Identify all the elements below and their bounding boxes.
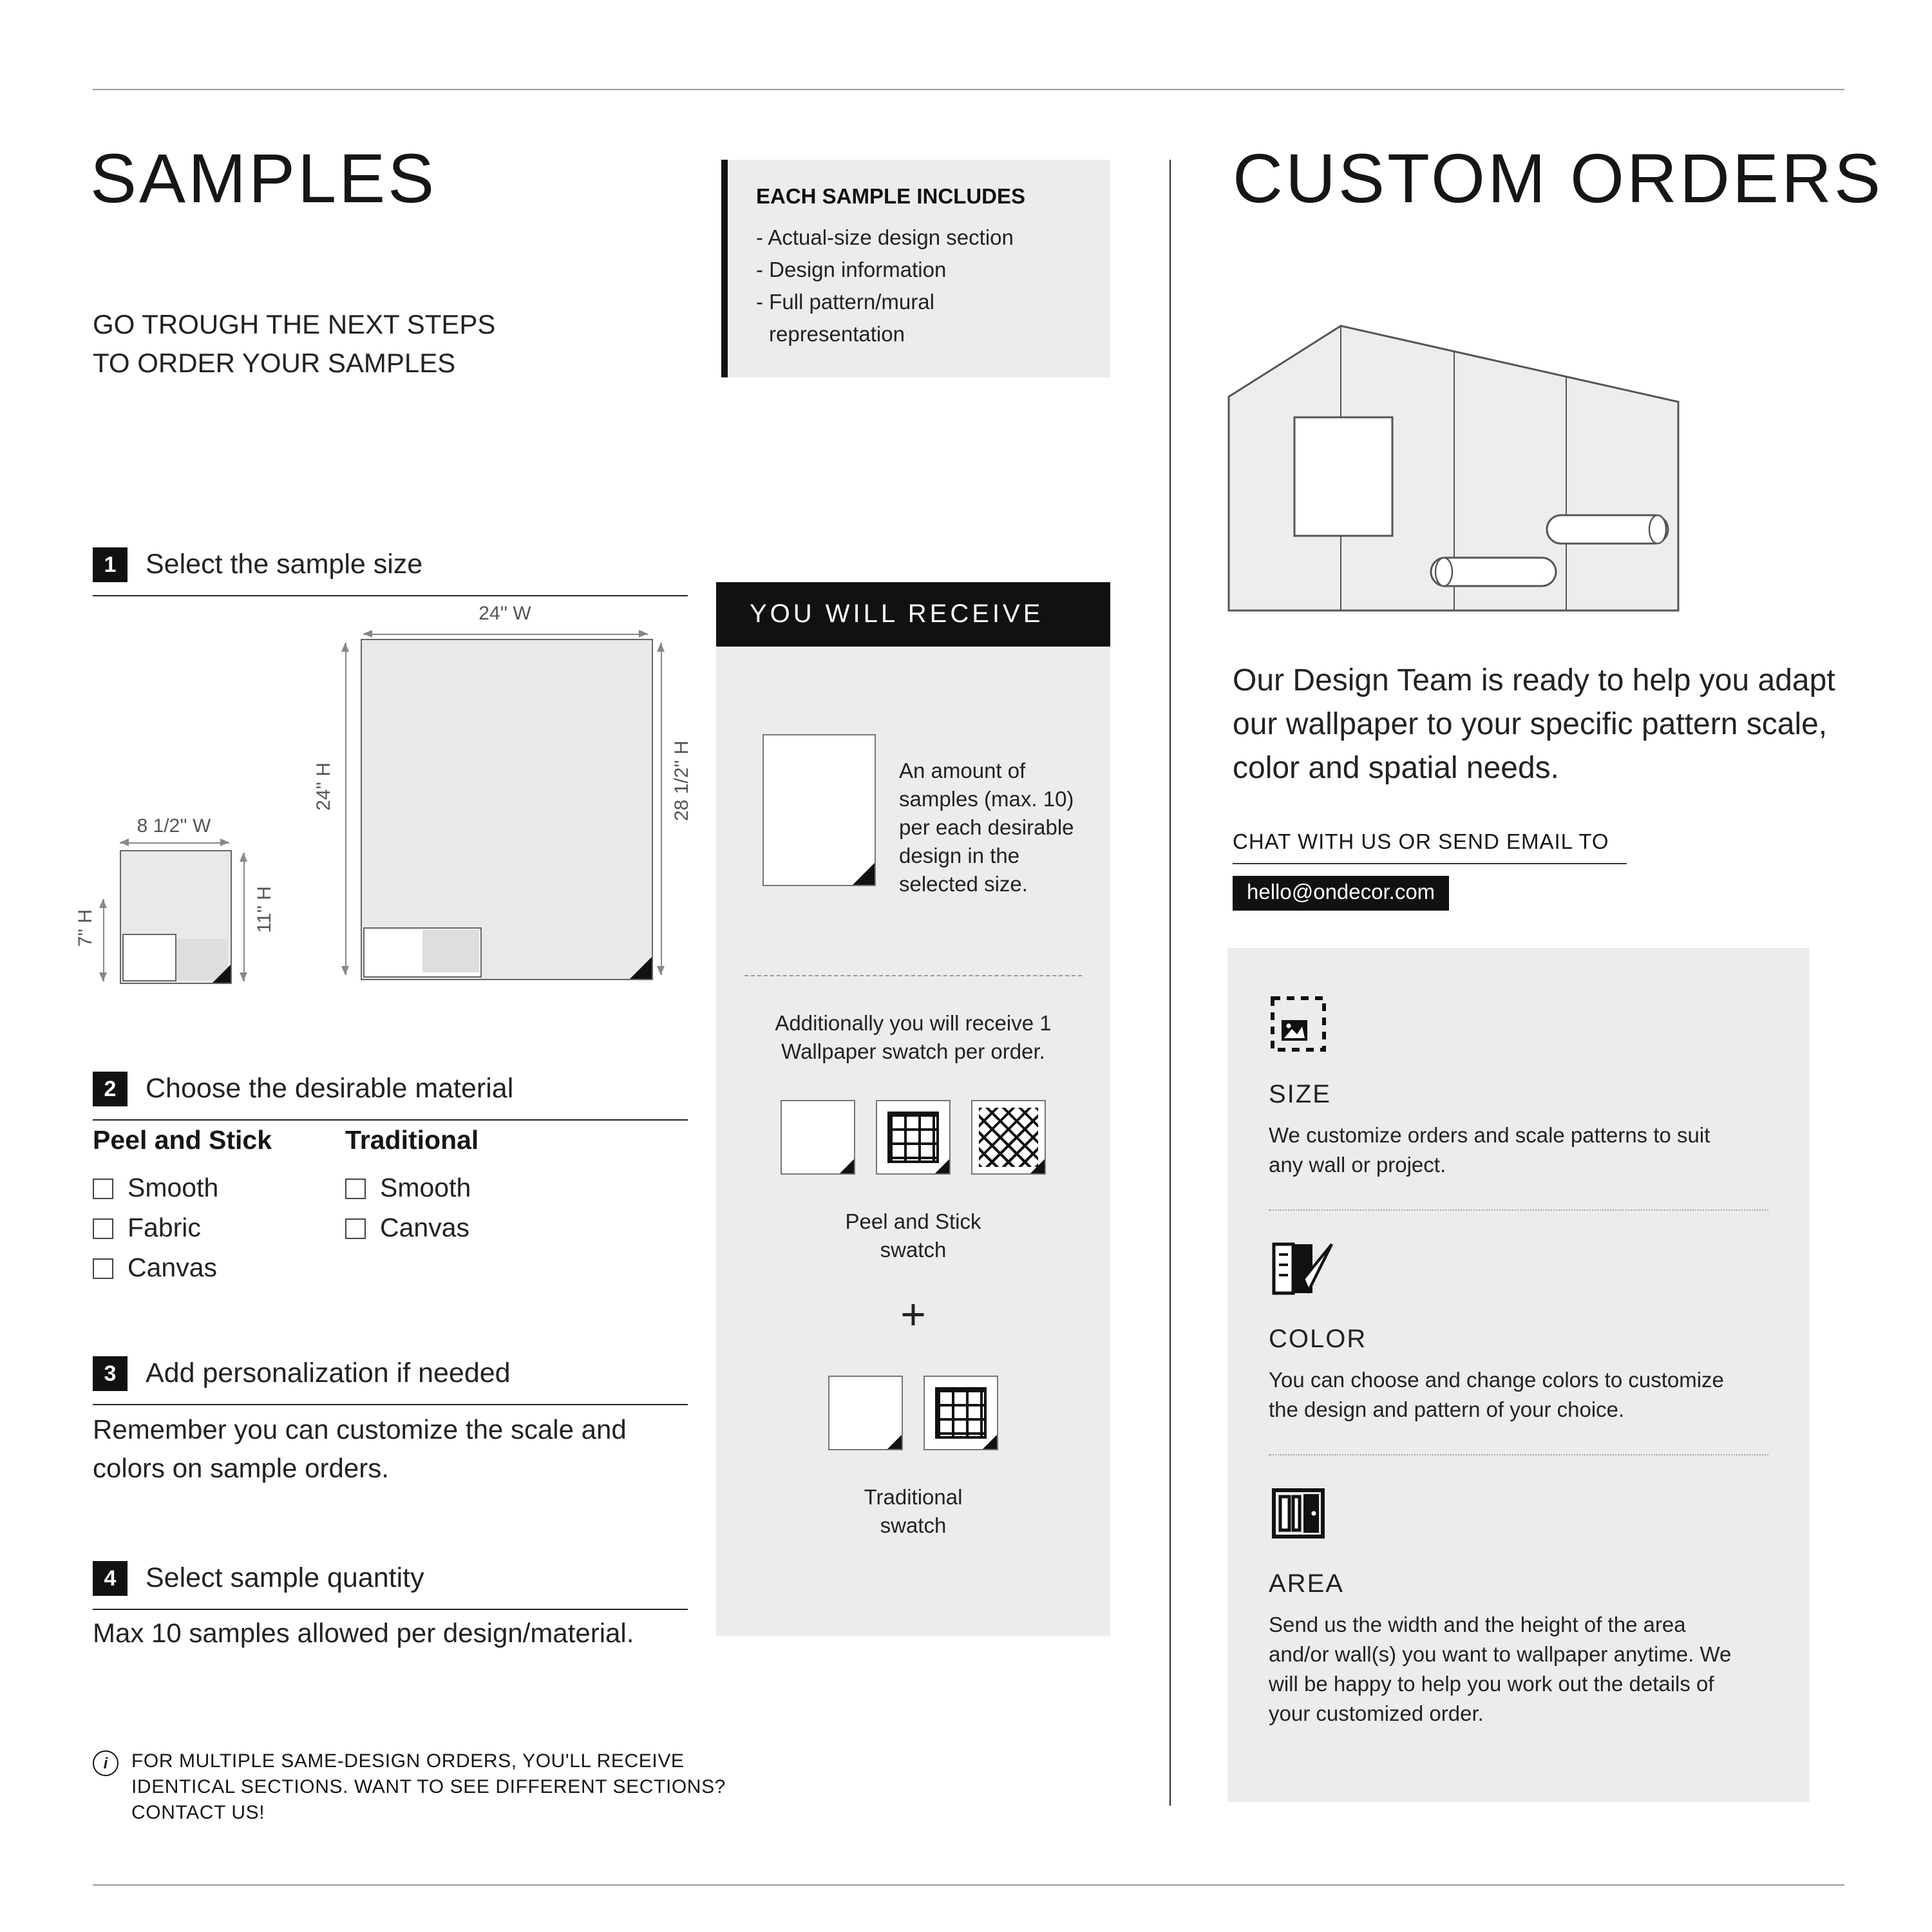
samples-intro-line1: GO TROUGH THE NEXT STEPS [93,310,496,340]
material-option-peel-fabric[interactable] [93,1208,272,1248]
step-1-label: Select the sample size [146,549,423,580]
personalization-note: Remember you can customize the scale and colors on sample orders. [93,1416,627,1484]
step-1-number-badge: 1 [93,547,128,582]
small-sheet-left-height-arrow [103,899,104,981]
includes-item: - Design information [756,259,947,282]
includes-item: - Actual-size design section [756,227,1014,250]
material-peel-column [93,1126,272,1288]
feature-divider [1269,1454,1768,1455]
contact-label: CHAT WITH US OR SEND EMAIL TO [1233,831,1627,864]
small-sheet-left-height-label: 7'' H [75,909,97,947]
includes-title: EACH SAMPLE INCLUDES [756,185,1026,209]
grid-swatch-icon [923,1376,998,1450]
material-option-label: Canvas [380,1213,470,1243]
checkbox-icon[interactable] [345,1218,366,1238]
material-option-peel-smooth[interactable] [93,1168,272,1208]
custom-orders-intro: Our Design Team is ready to help you adapt our wallpaper to your specific pattern scale, color and spatial needs. [1233,663,1835,786]
feature-area [1269,1484,1768,1730]
step-2-label: Choose the desirable material [146,1073,514,1104]
info-icon: i [93,1750,118,1776]
custom-orders-title: CUSTOM ORDERS [1233,140,1884,218]
samples-intro-line2: TO ORDER YOUR SAMPLES [93,349,456,379]
large-sheet-left-height-label: 24'' H [313,762,335,811]
peel-swatch-label: Peel and Stick swatch [845,1211,981,1262]
large-sheet-right-height-label: 28 1/2'' H [671,741,693,821]
small-sheet-sample-section [122,934,176,981]
feature-divider [1269,1209,1768,1211]
feature-size-text: We customize orders and scale patterns to suit any wall or project. [1269,1124,1710,1177]
you-will-receive-header: YOU WILL RECEIVE [716,582,1110,647]
additional-swatch-text: Additionally you will receive 1 Wallpaper swatch per order. [775,1012,1052,1064]
checkbox-icon[interactable] [93,1258,113,1278]
large-sample-sheet [361,639,653,980]
material-option-traditional-smooth[interactable] [345,1168,478,1208]
checkbox-icon[interactable] [93,1218,113,1238]
small-sheet-right-height-arrow [243,853,245,981]
large-sheet-sample-shade [422,930,479,972]
material-option-label: Fabric [128,1213,201,1243]
feature-area-title: AREA [1269,1570,1344,1598]
custom-features-panel [1227,948,1810,1802]
feature-size [1269,994,1768,1181]
plain-swatch-icon [828,1376,903,1450]
bottom-rule [93,1884,1844,1886]
material-traditional-title: Traditional [345,1126,479,1155]
large-sheet-width-label: 24'' W [478,603,531,625]
footnote-text: FOR MULTIPLE SAME-DESIGN ORDERS, YOU'LL RECEIVE IDENTICAL SECTIONS. WANT TO SEE DIFFERENT SECTIONS? CONTACT US! [131,1750,726,1824]
crosshatch-swatch-icon [971,1100,1046,1175]
checkbox-icon[interactable] [93,1178,113,1198]
step-2-number-badge: 2 [93,1072,128,1106]
color-swatches-icon [1269,1239,1336,1298]
crosshatch-pattern [979,1108,1038,1167]
grid-pattern [887,1112,939,1163]
material-option-peel-canvas[interactable] [93,1248,272,1288]
traditional-swatch-row [716,1376,1110,1450]
feature-color-title: COLOR [1269,1325,1367,1354]
footnote [93,1749,737,1826]
house-illustration [1227,325,1681,620]
quantity-note: Max 10 samples allowed per design/material. [93,1619,634,1649]
peel-swatch-row [716,1100,1110,1175]
grid-pattern [935,1387,987,1439]
sample-page-icon [762,734,876,886]
material-peel-title: Peel and Stick [93,1126,272,1155]
feature-size-title: SIZE [1269,1081,1331,1109]
receive-dashed-divider [744,975,1082,976]
feature-color-text: You can choose and change colors to customize the design and pattern of your choice. [1269,1369,1724,1422]
samples-intro [93,307,495,384]
feature-color [1269,1239,1768,1426]
email-badge[interactable]: hello@ondecor.com [1233,876,1449,911]
step-3-header [93,1356,688,1405]
contact-block [1233,831,1627,911]
step-4-header [93,1561,688,1610]
plus-sign: + [900,1291,926,1340]
traditional-swatch-label: Traditional swatch [864,1486,963,1538]
feature-area-text: Send us the width and the height of the area and/or wall(s) you want to wallpaper anytime. We will be happy to help you work out the details of your customized order. [1269,1614,1732,1726]
each-sample-includes-box [721,160,1110,377]
large-sheet-sample-section [363,927,482,978]
step-3-number-badge: 3 [93,1356,128,1391]
small-sample-sheet [120,850,232,984]
column-divider [1170,160,1171,1806]
small-sheet-sample-shade [176,939,228,980]
material-traditional-column [345,1126,478,1248]
large-sheet-left-height-arrow [345,643,346,975]
material-option-label: Canvas [128,1253,218,1283]
step-1-header [93,547,688,596]
large-sheet-width-arrow [363,634,648,635]
small-sheet-width-arrow [120,842,229,844]
material-option-label: Smooth [128,1173,219,1203]
material-option-label: Smooth [380,1173,471,1203]
step-4-label: Select sample quantity [146,1562,424,1593]
wall-panels-icon [1269,1484,1328,1543]
small-sheet-right-height-label: 11'' H [254,886,276,933]
material-option-traditional-canvas[interactable] [345,1208,478,1248]
large-sheet-right-height-arrow [661,643,662,975]
small-sheet-width-label: 8 1/2'' W [137,815,211,837]
checkbox-icon[interactable] [345,1178,366,1198]
includes-item: - Full pattern/mural representation [756,291,934,346]
samples-amount-text: An amount of samples (max. 10) per each desirable design in the selected size. [899,760,1074,896]
top-rule [93,89,1844,90]
samples-title: SAMPLES [90,140,437,218]
plain-swatch-icon [781,1100,855,1175]
grid-swatch-icon [876,1100,951,1175]
you-will-receive-panel [716,647,1110,1636]
step-3-label: Add personalization if needed [146,1358,511,1388]
step-2-header [93,1072,688,1121]
step-4-number-badge: 4 [93,1561,128,1596]
crop-image-icon [1269,994,1328,1054]
